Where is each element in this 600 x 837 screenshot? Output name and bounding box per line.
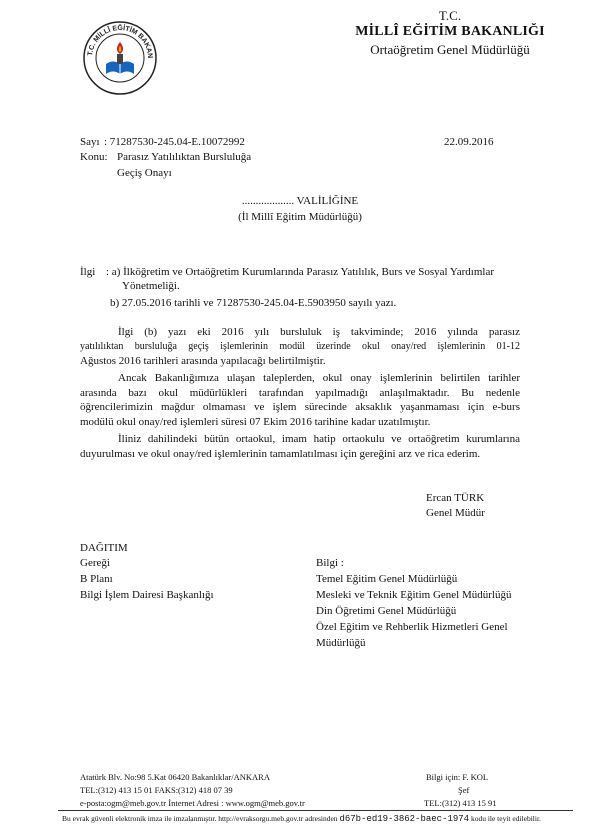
- header-tc: T.C.: [438, 8, 462, 23]
- p1-line-1: İlgi (b) yazı eki 2016 yılı bursluluk iş takviminde; 2016 yılında parasız: [118, 326, 520, 338]
- addressee-line-2: (İl Millî Eğitim Müdürlüğü): [238, 211, 362, 223]
- sayi-label: Sayı: [80, 136, 100, 148]
- p2-line-2: arasında bazı okul müdürlükleri tarafından yapılmadığı anlaşılmaktadır. Bu nedenle: [80, 386, 520, 399]
- ilgi-a-line-1: : a) İlköğretim ve Ortaöğretim Kurumlarında Parasız Yatılılık, Burs ve Sosyal Yardımlar: [106, 266, 494, 278]
- paragraph-1: [80, 325, 520, 369]
- footer-info-contact: Bilgi için: F. KOL: [426, 772, 489, 782]
- footer-email-web: e-posta:ogm@meb.gov.tr İnternet Adresi : www.ogm@meb.gov.tr: [80, 798, 305, 808]
- sayi-value: : 71287530-245.04-E.10072992: [104, 136, 245, 148]
- konu-label: Konu:: [80, 151, 108, 163]
- bilgi-item: Temel Eğitim Genel Müdürlüğü: [316, 573, 458, 585]
- ilgi-b: b) 27.05.2016 tarihli ve 71287530-245.04-E.5903950 sayılı yazı.: [110, 297, 397, 309]
- bilgi-item: Mesleki ve Teknik Eğitim Genel Müdürlüğü: [316, 589, 512, 601]
- e-sign-notice: [62, 814, 541, 824]
- bilgi-item: Özel Eğitim ve Rehberlik Hizmetleri Genel: [316, 621, 508, 633]
- footer-tel-fax: TEL:(312) 413 15 01 FAKS:(312) 418 07 39: [80, 785, 233, 795]
- e-sign-notice-text: Bu evrak güvenli elektronik imza ile imzalanmıştır. http://evraksorgu.meb.gov.tr adresinden: [62, 814, 338, 823]
- header-directorate: Ortaöğretim Genel Müdürlüğü: [370, 42, 530, 57]
- verification-code: d67b-ed19-3862-baec-1974: [339, 814, 470, 824]
- p1-line-2: yatılılıktan bursluluğa geçiş işlemlerinin modül üzerinde okul onay/red işlemlerinin 01-12: [80, 340, 520, 352]
- p2-line-4: modülü okul onay/red işlemleri süresi 07 Ekim 2016 tarihine kadar uzatılmıştır.: [80, 415, 431, 428]
- paragraph-3: [80, 432, 520, 461]
- p2-line-1: Ancak Bakanlığımıza ulaşan taleplerden, okul onay işlemlerinin belirtilen tarihler: [118, 372, 520, 384]
- gereği-item: Bilgi İşlem Dairesi Başkanlığı: [80, 589, 214, 601]
- verification-suffix: kodu ile teyit edilebilir.: [470, 814, 541, 823]
- footer-info-tel: TEL:(312) 413 15 91: [424, 798, 497, 808]
- footer-address: Atatürk Blv. No:98 5.Kat 06420 Bakanlıklar/ANKARA: [80, 772, 270, 782]
- gereği-item: B Planı: [80, 573, 113, 585]
- paragraph-2: [80, 371, 520, 429]
- p1-line-3: Ağustos 2016 tarihleri arasında yapılacağı belirtilmiştir.: [80, 355, 326, 367]
- document-date: 22.09.2016: [444, 136, 494, 148]
- konu-line-1: Parasız Yatılılıktan Bursluluğa: [117, 151, 252, 163]
- bilgi-item: Din Öğretimi Genel Müdürlüğü: [316, 605, 457, 617]
- footer-info-role: Şef: [458, 785, 470, 795]
- konu-line-2: Geçiş Onayı: [117, 167, 172, 179]
- addressee-line-1: ................... VALİLİĞİNE: [241, 195, 359, 207]
- ilgi-a-line-2: Yönetmeliği.: [122, 280, 180, 292]
- bilgi-label: Bilgi :: [316, 557, 344, 569]
- signatory-title: Genel Müdür: [426, 507, 485, 519]
- p3-line-2: duyurulması ve okul onay/red işlemlerinin tamamlatılması için gereğini arz ve rica ederim.: [80, 447, 481, 460]
- p2-line-3: öğrencilerimizin mağdur olmaması ve işlem sürecinde aksaklık yaşanmaması için e-burs: [80, 401, 520, 413]
- svg-text:T.C. MİLLÎ EĞİTİM BAKANLIĞI: T.C. MİLLÎ EĞİTİM BAKAN: [87, 24, 154, 59]
- ministry-logo: [80, 16, 160, 96]
- bilgi-item: Müdürlüğü: [316, 637, 366, 649]
- gereği-label: Gereği: [80, 557, 110, 569]
- footer-divider: [58, 810, 573, 811]
- distribution-heading: DAĞITIM: [80, 542, 128, 554]
- p3-line-1: İliniz dahilindeki bütün ortaokul, imam hatip ortaokulu ve ortaöğretim kurumlarına: [118, 433, 520, 445]
- header-ministry: MİLLÎ EĞİTİM BAKANLIĞI: [355, 24, 545, 39]
- ilgi-label: İlgi: [80, 266, 96, 278]
- signatory-name: Ercan TÜRK: [426, 492, 485, 504]
